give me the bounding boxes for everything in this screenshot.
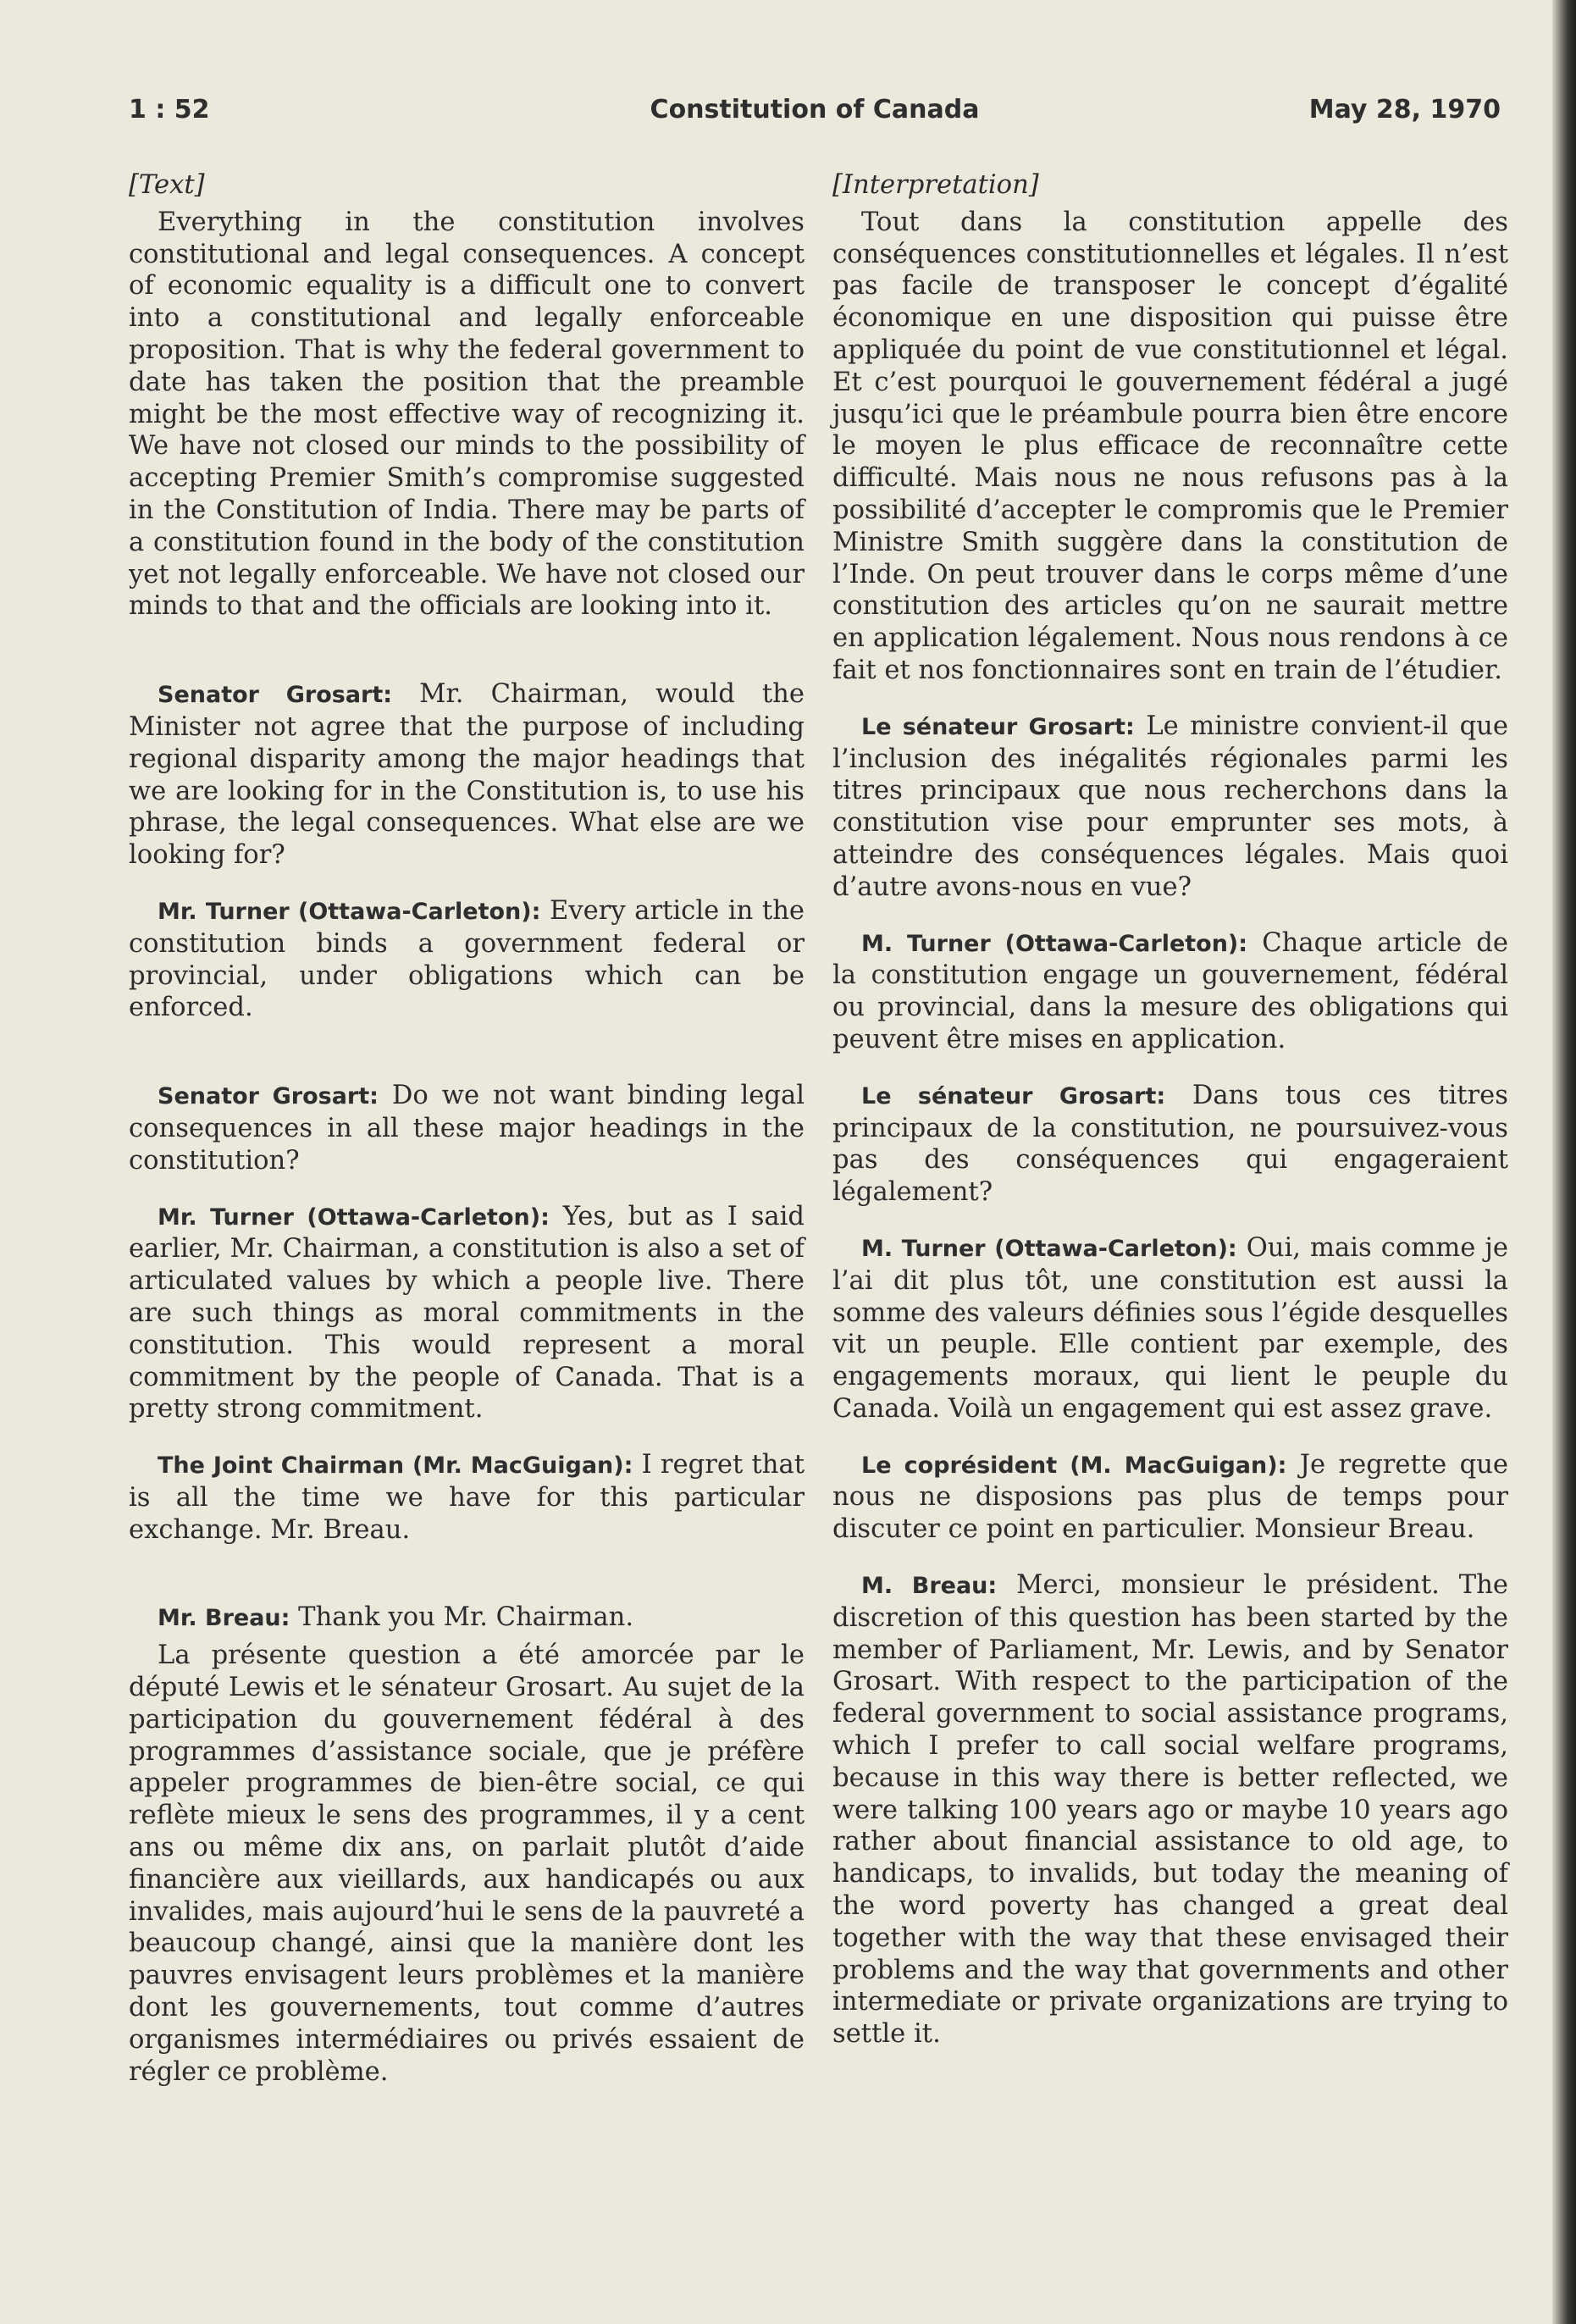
paragraph xyxy=(832,207,1508,687)
paragraph-text: Every article in the constitution binds a government federal or provincial, under obligations which can be enforced. xyxy=(129,895,805,1023)
paragraph-text: Le ministre convient-il que l’inclusion des inégalités régionales parmi les titres principaux que nous recherchons dans la constitution vise pour emprunter ses mots, à atteindre des conséquences légales. Mais quoi d’autre avons-nous en vue? xyxy=(832,711,1508,902)
paragraph xyxy=(832,711,1508,904)
speaker-name: M. Turner (Ottawa-Carleton): xyxy=(861,1235,1237,1262)
paragraph xyxy=(832,1080,1508,1209)
speaker-name: Mr. Turner (Ottawa-Carleton): xyxy=(158,898,541,925)
paragraph xyxy=(832,1569,1508,2050)
speaker-name: Le coprésident (M. MacGuigan): xyxy=(861,1452,1287,1479)
paragraph-text: Je regrette que nous ne disposions pas plus de temps pour discuter ce point en particulier. Monsieur Breau. xyxy=(832,1449,1508,1545)
paragraph-text: Thank you Mr. Chairman. xyxy=(298,1602,634,1633)
paragraph xyxy=(129,895,805,1024)
paragraph xyxy=(832,1232,1508,1425)
speaker-name: Le sénateur Grosart: xyxy=(861,1082,1166,1109)
paragraph-text: Tout dans la constitution appelle des conséquences constitutionnelles et légales. Il n’est pas facile de transposer le concept d’égalité économique en une disposition qui puisse être appliquée du point de vue constitutionnel et légal. Et c’est pourquoi le gouvernement fédéral a jugé jusqu’ici que le préambule pourra bien être encore le moyen le plus efficace de reconnaître cette difficulté. Mais nous ne nous refusons pas à la possibilité d’accepter le compromis que le Premier Ministre Smith suggère dans la constitution de l’Inde. On peut trouver dans le corps même d’une constitution des articles qu’on ne saurait mettre en application légalement. Nous nous rendons à ce fait et nos fonctionnaires sont en train de l’étudier. xyxy=(832,207,1508,685)
paragraph xyxy=(832,1449,1508,1546)
paragraph-text: Yes, but as I said earlier, Mr. Chairman, a constitution is also a set of articulated values by which a people live. There are such things as moral commitments in the constitution. This would represent a moral commitment by the people of Canada. That is a pretty strong commitment. xyxy=(129,1201,805,1425)
paragraph-text: I regret that is all the time we have for this particular exchange. Mr. Breau. xyxy=(129,1450,805,1545)
paragraph xyxy=(832,927,1508,1056)
section-label-text: [Text] xyxy=(129,170,205,200)
paragraph xyxy=(129,1640,805,2088)
paragraph-text: Mr. Chairman, would the Minister not agree that the purpose of including regional disparity among the major headings that we are looking for in the Constitution is, to use his phrase, the legal consequences. What else are we looking for? xyxy=(129,679,805,871)
paragraph-text: Do we not want binding legal consequences in all these major headings in the constitution? xyxy=(129,1081,805,1176)
paragraph xyxy=(129,207,805,622)
paragraph-text: Oui, mais comme je l’ai dit plus tôt, une constitution est aussi la somme des valeurs définies sous l’égide desquelles vit un peuple. Elle contient par exemple, des engagements moraux, qui lient le peuple du Canada. Voilà un engagement qui est assez grave. xyxy=(832,1232,1508,1424)
paragraph-text: La présente question a été amorcée par le député Lewis et le sénateur Grosart. Au sujet de la participation du gouvernement fédéral à des programmes d’assistance sociale, que je préfère appeler programmes de bien-être social, ce qui reflète mieux le sens des programmes, il y a cent ans ou même dix ans, on parlait plutôt d’aide financière aux vieillards, aux handicapés ou aux invalides, mais aujourd’hui le sens de la pauvreté a beaucoup changé, ainsi que la manière dont les pauvres envisagent leurs problèmes et la manière dont les gouvernements, tout comme d’autres organismes intermédiaires ou privés essaient de régler ce problème. xyxy=(129,1641,805,2087)
paragraph xyxy=(129,1080,805,1176)
section-label-interpretation: [Interpretation] xyxy=(832,170,1039,200)
page-edge xyxy=(1552,0,1576,2324)
speaker-name: Mr. Breau: xyxy=(158,1605,290,1632)
speaker-name: Senator Grosart: xyxy=(158,1083,379,1110)
running-title: Constitution of Canada xyxy=(650,95,980,125)
page-number: 1 : 52 xyxy=(129,95,210,125)
paragraph xyxy=(129,678,805,872)
paragraph xyxy=(129,1602,805,1635)
paragraph xyxy=(129,1201,805,1426)
speaker-name: Mr. Turner (Ottawa-Carleton): xyxy=(158,1204,550,1231)
paragraph xyxy=(129,1449,805,1546)
speaker-name: Senator Grosart: xyxy=(158,682,393,709)
speaker-name: The Joint Chairman (Mr. MacGuigan): xyxy=(158,1452,633,1480)
page-header xyxy=(129,95,1501,134)
text-column-left xyxy=(129,169,805,2088)
speaker-name: M. Breau: xyxy=(861,1573,998,1600)
paragraph-text: Chaque article de la constitution engage un gouvernement, fédéral ou provincial, dans la mesure des obligations qui peuvent être mises en application. xyxy=(832,927,1508,1054)
paragraph-text: Everything in the constitution involves constitutional and legal consequences. A concept of economic equality is a difficult one to convert into a constitutional and legally enforceable proposition. That is why the federal government to date has taken the position that the preamble might be the most effective way of recognizing it. We have not closed our minds to the possibility of accepting Premier Smith’s compromise suggested in the Constitution of India. There may be parts of a constitution found in the body of the constitution yet not legally enforceable. We have not closed our minds to that and the officials are looking into it. xyxy=(129,207,805,622)
speaker-name: Le sénateur Grosart: xyxy=(861,713,1135,740)
paragraph-text: Merci, monsieur le président. The discretion of this question has been started by the member of Parliament, Mr. Lewis, and by Senator Grosart. With respect to the participation of the federal government to social assistance programs, which I prefer to call social welfare programs, because in this way there is better reflected, we were talking 100 years ago or maybe 10 years ago rather about financial assistance to old age, to handicaps, to invalids, but today the meaning of the word poverty has changed a great deal together with the way that these envisaged their problems and the way that governments and other intermediate or private organizations are trying to settle it. xyxy=(832,1570,1508,2050)
page-date: May 28, 1970 xyxy=(1308,95,1501,125)
paragraph-text: Dans tous ces titres principaux de la constitution, ne poursuivez-vous pas des conséquences qui engageraient légalement? xyxy=(832,1080,1508,1208)
speaker-name: M. Turner (Ottawa-Carleton): xyxy=(861,930,1248,957)
text-column-right xyxy=(832,169,1508,2050)
